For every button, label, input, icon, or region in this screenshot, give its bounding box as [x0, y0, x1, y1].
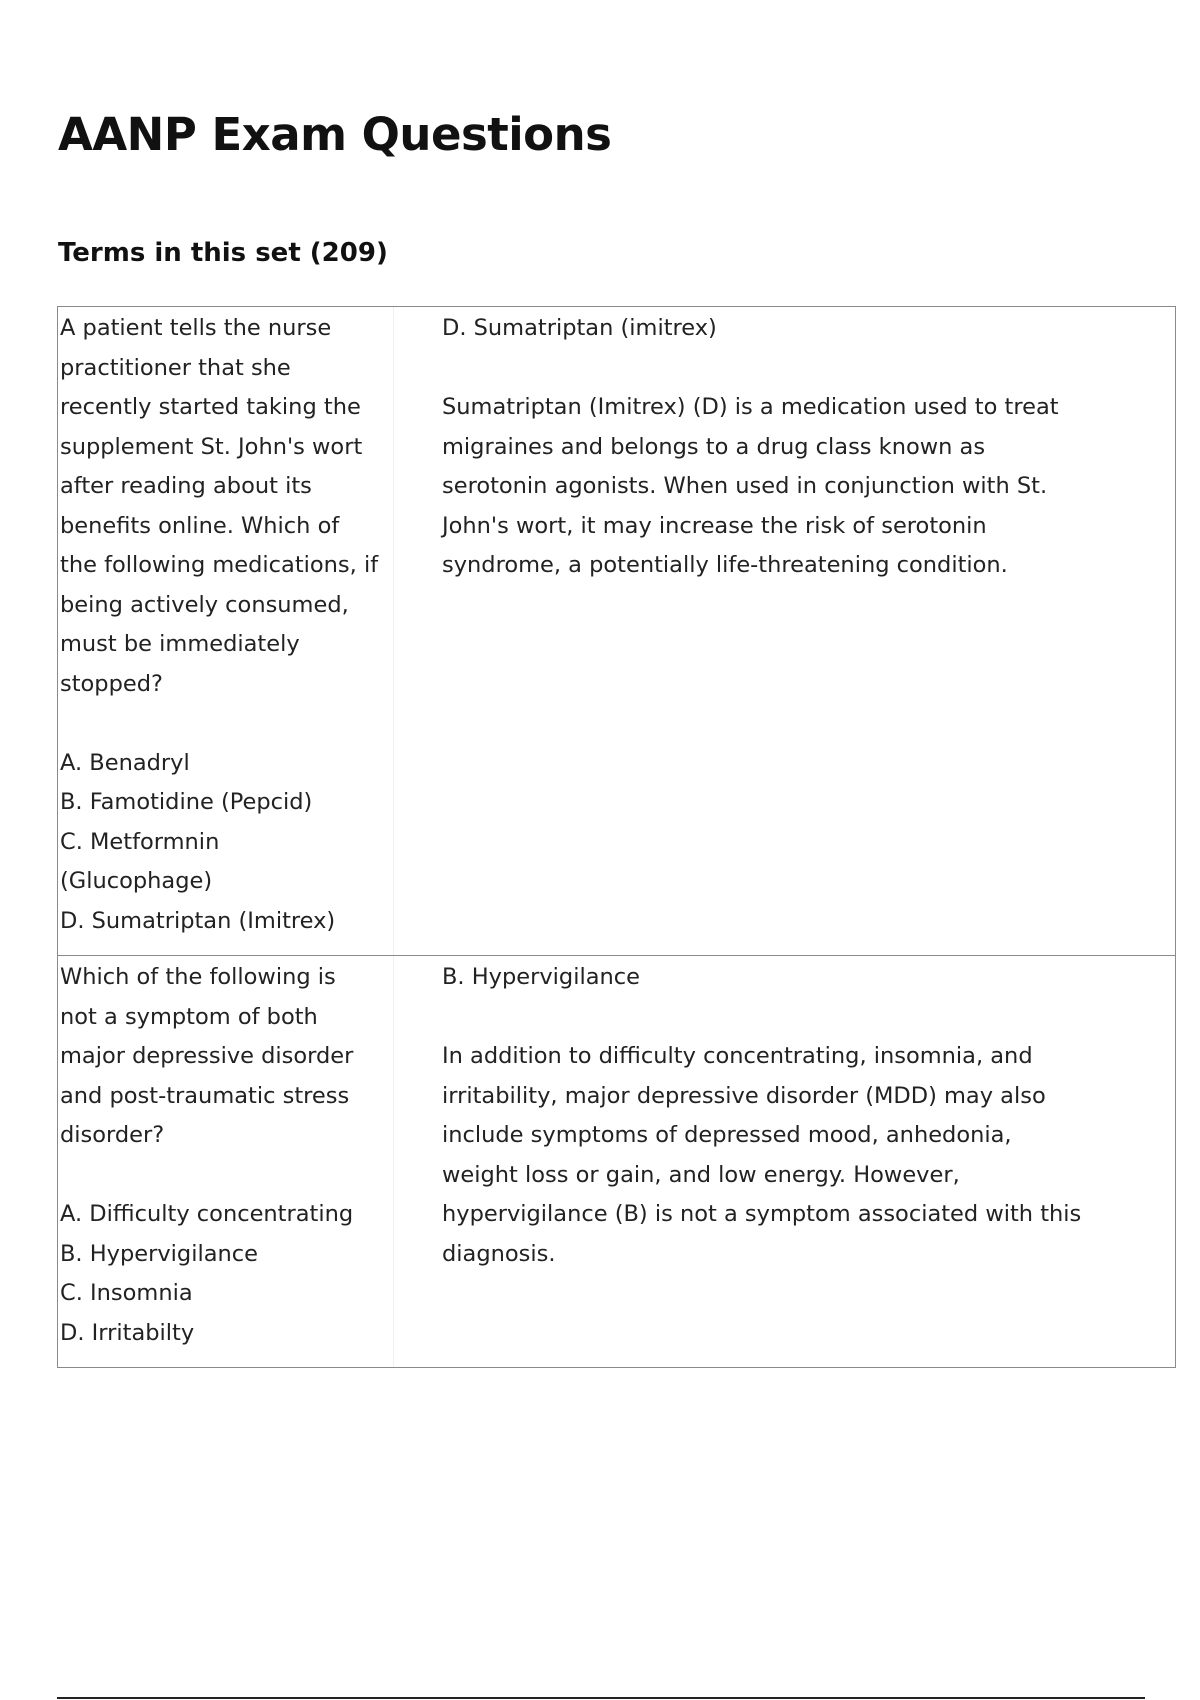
question-line: supplement St. John's wort	[60, 433, 363, 460]
question-line: major depressive disorder	[60, 1043, 354, 1069]
question-line: must be immediately	[60, 631, 300, 657]
explanation-line: irritability, major depressive disorder (MDD) may also	[442, 1082, 1046, 1109]
question-line: Which of the following is	[60, 964, 336, 990]
question-line: stopped?	[60, 670, 163, 697]
question-line: practitioner that she	[60, 354, 291, 381]
answer-option: C. Metformnin	[60, 828, 220, 855]
question-line: after reading about its	[60, 473, 312, 499]
spacer	[442, 998, 1175, 1038]
spacer	[60, 1156, 393, 1196]
question-line: the following medications, if	[60, 552, 379, 578]
question-line: being actively consumed,	[60, 591, 349, 618]
terms-count-heading: Terms in this set (209)	[58, 238, 388, 268]
explanation-line: Sumatriptan (Imitrex) (D) is a medication used to treat	[442, 394, 1059, 420]
explanation-line: weight loss or gain, and low energy. However,	[442, 1161, 960, 1188]
term-definition	[394, 307, 1175, 955]
question-line: A patient tells the nurse	[60, 315, 332, 341]
explanation-line: migraines and belongs to a drug class known as	[442, 433, 986, 460]
question-line: disorder?	[60, 1122, 165, 1148]
term-row	[58, 307, 1175, 956]
spacer	[60, 704, 393, 744]
terms-table	[57, 306, 1176, 1368]
question-line: recently started taking the	[60, 394, 361, 420]
explanation-line: diagnosis.	[442, 1240, 556, 1267]
footer-divider	[57, 1697, 1145, 1699]
question-line: not a symptom of both	[60, 1003, 318, 1030]
answer-option: A. Difficulty concentrating	[60, 1201, 354, 1227]
spacer	[442, 349, 1175, 389]
correct-answer: B. Hypervigilance	[442, 964, 640, 990]
explanation-line: include symptoms of depressed mood, anhedonia,	[442, 1122, 1012, 1148]
correct-answer: D. Sumatriptan (imitrex)	[442, 315, 717, 341]
answer-option: B. Hypervigilance	[60, 1240, 258, 1267]
page-title: AANP Exam Questions	[58, 108, 612, 161]
answer-option: A. Benadryl	[60, 749, 190, 776]
term-question	[58, 956, 394, 1367]
answer-option: B. Famotidine (Pepcid)	[60, 789, 313, 815]
term-question	[58, 307, 394, 955]
explanation-line: serotonin agonists. When used in conjunction with St.	[442, 473, 1048, 499]
explanation-line: John's wort, it may increase the risk of serotonin	[442, 512, 987, 539]
explanation-line: syndrome, a potentially life-threatening condition.	[442, 552, 1008, 578]
answer-option: C. Insomnia	[60, 1280, 193, 1306]
explanation-line: hypervigilance (B) is not a symptom associated with this	[442, 1201, 1082, 1227]
question-line: and post-traumatic stress	[60, 1082, 350, 1109]
term-row	[58, 956, 1175, 1367]
term-definition	[394, 956, 1175, 1367]
explanation-line: In addition to difficulty concentrating, insomnia, and	[442, 1043, 1033, 1069]
answer-option: (Glucophage)	[60, 868, 213, 894]
answer-option: D. Sumatriptan (Imitrex)	[60, 907, 336, 934]
answer-option: D. Irritabilty	[60, 1319, 195, 1346]
question-line: benefits online. Which of	[60, 512, 340, 539]
